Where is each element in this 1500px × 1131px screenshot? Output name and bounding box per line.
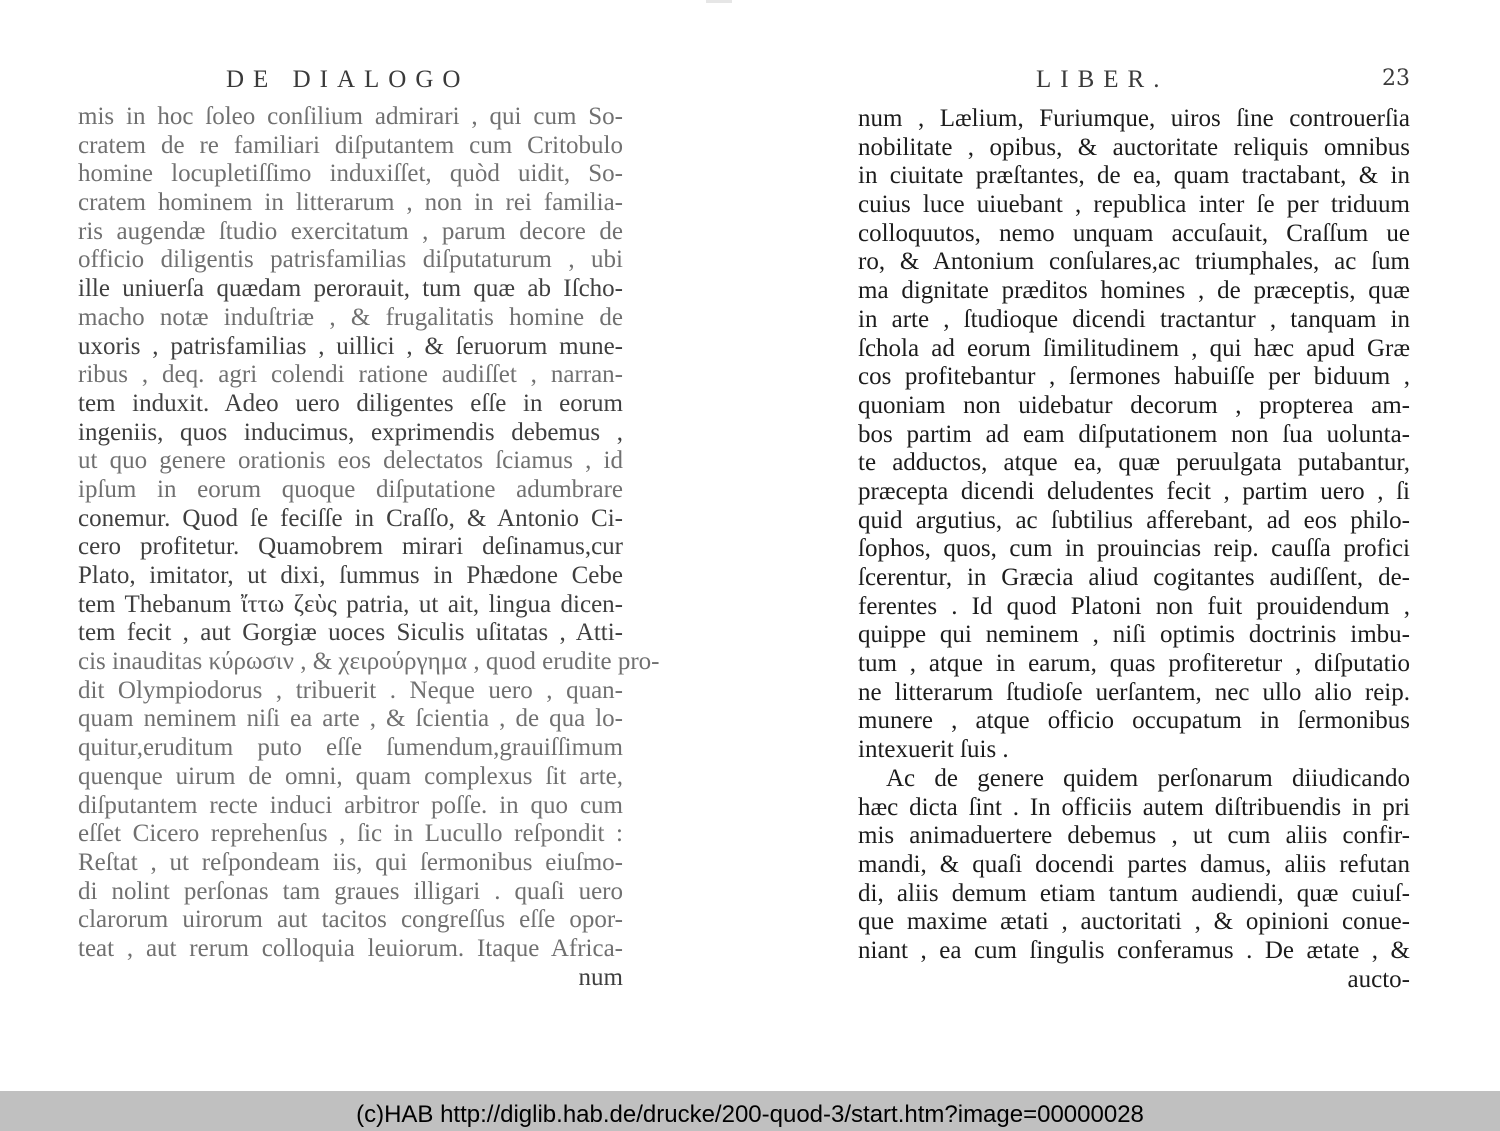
text-line: bos partim ad eam diſputationem non ſua uolunta- <box>858 420 1410 448</box>
left-catchword: num <box>578 963 623 991</box>
page-number: 23 <box>1382 66 1410 91</box>
text-line: tem fecit , aut Gorgiæ uoces Siculis uſitatas , Atti- <box>78 619 623 647</box>
text-line: mandi, & quaſi docendi partes damus, aliis refutan <box>858 850 1410 878</box>
text-line: colloquutos, nemo unquam accuſauit, Craſſum ue <box>858 219 1410 247</box>
text-line: Plato, imitator, ut dixi, ſummus in Phædone Cebe <box>78 562 623 589</box>
text-line: cis inauditas κύρωσιν , & χειρούργημα , quod erudite pro- <box>78 648 660 676</box>
text-line: mis animaduertere debemus , ut cum aliis confir- <box>858 822 1410 850</box>
text-line: tem Thebanum ἴττω ζεὺς patria, ut ait, lingua dicen- <box>78 590 623 618</box>
text-line: in arte , ſtudioque dicendi tractantur , tanquam in <box>858 305 1410 333</box>
text-line: num , Lælium, Furiumque, uiros ſine controuerſia <box>858 105 1410 132</box>
text-line: ingeniis, quos inducimus, exprimendis debemus , <box>78 418 623 446</box>
text-line: di, aliis demum etiam tantum audiendi, quæ cuiuſ- <box>858 879 1410 907</box>
text-line: ille uniuerſa quædam perorauit, tum quæ ab Iſcho- <box>78 275 623 303</box>
text-line: Reſtat , ut reſpondeam iis, qui ſermonibus eiuſmo- <box>78 848 623 876</box>
text-line: tum , atque in earum, quas profiteretur , diſputatio <box>858 650 1410 678</box>
right-running-head: LIBER. <box>1036 66 1169 93</box>
text-line: cos profitebantur , ſermones habuiſſe per biduum , <box>858 363 1410 391</box>
text-line: ipſum in eorum quoque diſputatione adumbrare <box>78 475 623 503</box>
text-line: ſchola ad eorum ſimilitudinem , qui hæc apud Græ <box>858 334 1410 362</box>
text-line: dit Olympiodorus , tribuerit . Neque uero , quan- <box>78 676 623 704</box>
text-line: ribus , deq. agri colendi ratione audiſſet , narran- <box>78 361 623 389</box>
text-line: hæc dicta ſint . In officiis autem diſtribuendis in pri <box>858 793 1410 821</box>
text-line: ferentes . Id quod Platoni non fuit prouidendum , <box>858 592 1410 620</box>
footer-credit-bar <box>0 1091 1500 1131</box>
text-line: munere , atque officio occupatum in ſermonibus <box>858 707 1410 735</box>
text-line: quippe qui neminem , niſi optimis doctrinis imbu- <box>858 621 1410 649</box>
text-line: cratem de re familiari diſputantem cum Critobulo <box>78 131 623 159</box>
text-line: te adductos, atque ea, quæ peruulgata putabantur, <box>858 449 1410 477</box>
right-text-block <box>858 105 1410 994</box>
text-line: cero profitetur. Quamobrem mirari deſinamus,cur <box>78 533 623 561</box>
text-line: cratem hominem in litterarum , non in rei familia- <box>78 189 623 217</box>
footer-credit-text: (c)HAB http://diglib.hab.de/drucke/200-quod-3/start.htm?image=00000028 <box>356 1101 1144 1128</box>
text-line: Ac de genere quidem perſonarum diiudicando <box>886 764 1410 792</box>
text-line: clarorum uirorum aut tacitos congreſſus eſſe opor- <box>78 906 623 934</box>
text-line: conemur. Quod ſe feciſſe in Craſſo, & Antonio Ci- <box>78 504 623 532</box>
text-line: que maxime ætati , auctoritati , & opinioni conue- <box>858 908 1410 936</box>
text-line: macho notæ induſtriæ , & frugalitatis homine de <box>78 303 623 331</box>
text-line: ma dignitate præditos homines , de præceptis, quæ <box>858 277 1410 305</box>
text-line: homine locupletiſſimo induxiſſet, quòd uidit, So- <box>78 160 623 188</box>
text-line: in ciuitate præſtantes, de ea, quam tractabant, & in <box>858 162 1410 190</box>
text-line: eſſet Cicero reprehenſus , ſic in Lucullo reſpondit : <box>78 820 623 848</box>
text-line: teat , aut rerum colloquia leuiorum. Itaque Africa- <box>78 934 623 962</box>
gutter-smudge <box>706 0 732 3</box>
text-line: ſophos, quos, cum in prouincias reip. cauſſa profici <box>858 535 1410 563</box>
text-line: diſputantem recte induci arbitror poſſe. in quo cum <box>78 791 623 819</box>
text-line: quid argutius, ac ſubtilius afferebant, ad eos philo- <box>858 506 1410 534</box>
text-line: ris augendæ ſtudio exercitatum , parum decore de <box>78 217 623 245</box>
text-line: quenque uirum de omni, quam complexus ſit arte, <box>78 762 623 790</box>
text-line: cuius luce uiuebant , republica inter ſe per triduum <box>858 191 1410 219</box>
text-line: tem induxit. Adeo uero diligentes eſſe in eorum <box>78 389 623 417</box>
text-line: mis in hoc ſoleo conſilium admirari , qui cum So- <box>78 103 623 130</box>
text-line: ro, & Antonium conſulares,ac triumphales, ac ſum <box>858 248 1410 276</box>
text-line: uxoris , patrisfamilias , uillici , & ſeruorum mune- <box>78 332 623 360</box>
left-running-head: DE DIALOGO <box>226 66 470 93</box>
text-line: niant , ea cum ſingulis conferamus . De ætate , & <box>858 936 1410 964</box>
text-line: ne litterarum ſtudioſe uerſantem, nec ullo alio reip. <box>858 678 1410 706</box>
text-line: ut quo genere orationis eos delectatos ſciamus , id <box>78 447 623 475</box>
text-line: ſcerentur, in Græcia aliud cogitantes audiſſent, de- <box>858 564 1410 591</box>
text-line: intexuerit ſuis . <box>858 736 1009 764</box>
text-line: præcepta dicendi deludentes fecit , partim uero , ſi <box>858 477 1410 505</box>
text-line: quoniam non uidebatur decorum , propterea am- <box>858 391 1410 419</box>
text-line: quam neminem niſi ea arte , & ſcientia , de qua lo- <box>78 705 623 733</box>
right-catchword: aucto- <box>1347 965 1410 993</box>
text-line: officio diligentis patrisfamilias diſputaturum , ubi <box>78 246 623 274</box>
text-line: nobilitate , opibus, & auctoritate reliquis omnibus <box>858 133 1410 161</box>
left-text-block <box>78 103 660 992</box>
text-line: quitur,eruditum puto eſſe ſumendum,grauiſſimum <box>78 734 623 762</box>
text-line: di nolint perſonas tam graues illigari . quaſi uero <box>78 877 623 905</box>
